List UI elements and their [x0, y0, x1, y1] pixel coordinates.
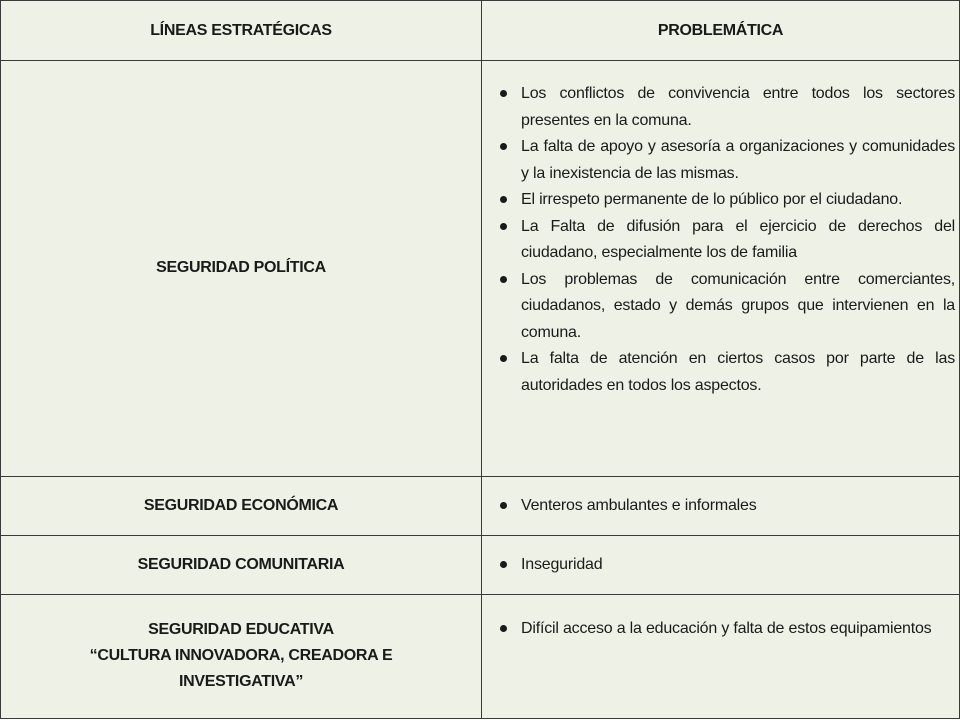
label-line: SEGURIDAD EDUCATIVA [148, 621, 334, 639]
table-row-seguridad-economica [1, 476, 960, 535]
label-seguridad-politica: SEGURIDAD POLÍTICA [1, 61, 482, 476]
list-item: Los problemas de comunicación entre comerciantes, ciudadanos, estado y demás grupos que intervienen en la comuna. [482, 267, 955, 347]
list-item: La falta de apoyo y asesoría a organizaciones y comunidades y la inexistencia de las mismas. [482, 134, 955, 187]
problem-list-politica [482, 81, 955, 399]
problem-list-educativa [482, 616, 955, 643]
table-row-seguridad-politica [1, 61, 960, 476]
table-row-seguridad-comunitaria [1, 535, 960, 594]
list-item: El irrespeto permanente de lo público por el ciudadano. [482, 187, 955, 214]
problem-list-cell-comunitaria [482, 535, 960, 594]
label-seguridad-economica: SEGURIDAD ECONÓMICA [1, 476, 482, 535]
problem-list-cell-politica [482, 61, 960, 476]
problem-list-economica [482, 493, 955, 520]
list-item: Los conflictos de convivencia entre todos los sectores presentes en la comuna. [482, 81, 955, 134]
label-seguridad-comunitaria: SEGURIDAD COMUNITARIA [1, 535, 482, 594]
label-line: “CULTURA INNOVADORA, CREADORA E [89, 647, 393, 665]
list-item: Venteros ambulantes e informales [482, 493, 955, 520]
list-item: Inseguridad [482, 552, 955, 579]
table-header-row [1, 1, 960, 61]
list-item: La Falta de difusión para el ejercicio de derechos del ciudadano, especialmente los de familia [482, 214, 955, 267]
label-line: INVESTIGATIVA” [178, 673, 304, 691]
list-item: Difícil acceso a la educación y falta de estos equipamientos [482, 616, 955, 643]
list-item: La falta de atención en ciertos casos por parte de las autoridades en todos los aspectos. [482, 346, 955, 399]
problem-list-cell-educativa [482, 595, 960, 719]
table-row-seguridad-educativa [1, 595, 960, 719]
header-problematica: PROBLEMÁTICA [482, 1, 960, 61]
problem-list-comunitaria [482, 552, 955, 579]
problem-list-cell-economica [482, 476, 960, 535]
label-seguridad-educativa [1, 595, 482, 719]
header-lineas-estrategicas: LÍNEAS ESTRATÉGICAS [1, 1, 482, 61]
